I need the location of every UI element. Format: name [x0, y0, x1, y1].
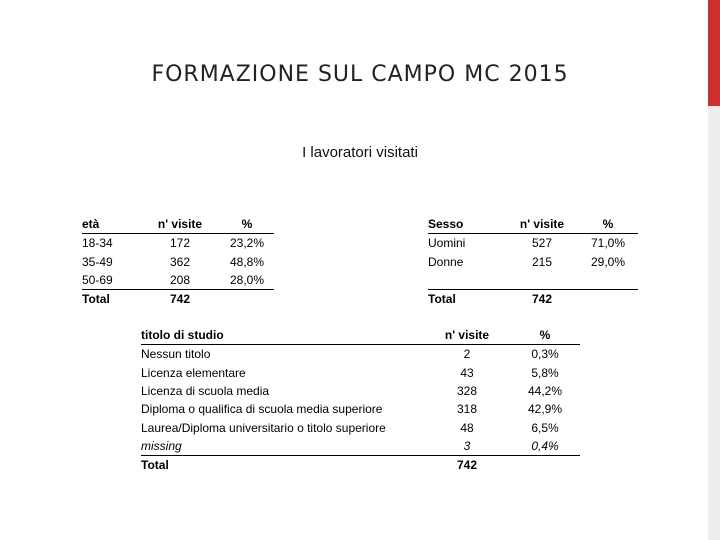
table-cell: Total	[141, 456, 424, 475]
side-bar	[708, 106, 720, 540]
table-row	[141, 437, 580, 456]
column-header: n' visite	[506, 215, 578, 234]
table-cell: 527	[531, 236, 553, 251]
table-header-row	[82, 215, 274, 234]
table-cell: 742	[506, 290, 578, 309]
table-cell: Total	[82, 290, 140, 309]
table-total-row	[82, 290, 274, 309]
table-row	[82, 253, 274, 271]
table-cell: 0,3%	[531, 347, 559, 362]
table-row	[82, 234, 274, 253]
table-row	[428, 253, 638, 271]
table-row	[141, 382, 580, 400]
accent-bar	[708, 0, 720, 106]
table-cell	[510, 456, 580, 475]
table-cell: 6,5%	[531, 420, 559, 435]
column-header: %	[578, 215, 638, 234]
table-cell: 71,0%	[590, 236, 626, 251]
table-row	[428, 234, 638, 253]
table-cell: 42,9%	[527, 402, 563, 417]
table-cell: missing	[141, 438, 182, 453]
table-header-row	[428, 215, 638, 234]
slide-subtitle: I lavoratori visitati	[302, 144, 418, 161]
table-cell: 0,4%	[531, 438, 559, 453]
table-row	[141, 345, 580, 364]
table-header-row	[141, 326, 580, 345]
table-cell: Donne	[428, 254, 464, 269]
table-cell: Laurea/Diploma universitario o titolo superiore	[141, 420, 386, 435]
column-header: %	[220, 215, 274, 234]
table-cell: 43	[460, 365, 474, 380]
table-cell: 28,0%	[229, 273, 265, 288]
study-table	[141, 326, 580, 474]
table-row	[141, 400, 580, 418]
slide-title: FORMAZIONE SUL CAMPO MC 2015	[151, 62, 569, 87]
table-cell	[220, 290, 274, 309]
table-cell: Nessun titolo	[141, 347, 211, 362]
table-cell: 2	[463, 347, 471, 362]
table-row	[428, 271, 638, 290]
table-cell: 318	[456, 402, 478, 417]
table-cell: 362	[169, 254, 191, 269]
table-cell: 48,8%	[229, 254, 265, 269]
column-header: n' visite	[424, 326, 510, 345]
table-cell: 328	[456, 384, 478, 399]
table-cell	[578, 290, 638, 309]
table-cell: Total	[428, 290, 506, 309]
table-cell: 215	[531, 254, 553, 269]
table-cell: 172	[169, 236, 191, 251]
table-cell: 48	[460, 420, 474, 435]
table-row	[141, 364, 580, 382]
column-header: titolo di studio	[141, 326, 424, 345]
column-header: n' visite	[140, 215, 220, 234]
column-header: %	[510, 326, 580, 345]
table-cell: 3	[463, 438, 471, 453]
table-total-row	[141, 456, 580, 475]
table-cell: 50-69	[82, 273, 113, 288]
table-row	[82, 271, 274, 290]
table-cell: 208	[169, 273, 191, 288]
table-cell: Diploma o qualifica di scuola media superiore	[141, 402, 383, 417]
table-row	[141, 418, 580, 436]
table-cell: Licenza elementare	[141, 365, 246, 380]
table-cell: 742	[140, 290, 220, 309]
table-cell: Uomini	[428, 236, 466, 251]
table-cell: 44,2%	[527, 384, 563, 399]
table-cell: 742	[424, 456, 510, 475]
table-cell: Licenza di scuola media	[141, 384, 270, 399]
column-header: Sesso	[428, 215, 506, 234]
age-table	[82, 215, 274, 308]
table-total-row	[428, 290, 638, 309]
table-cell: 23,2%	[229, 236, 265, 251]
table-cell: 18-34	[82, 236, 113, 251]
table-cell: 35-49	[82, 254, 113, 269]
column-header: età	[82, 215, 140, 234]
sex-table	[428, 215, 638, 308]
table-cell: 5,8%	[531, 365, 559, 380]
table-cell: 29,0%	[590, 254, 626, 269]
